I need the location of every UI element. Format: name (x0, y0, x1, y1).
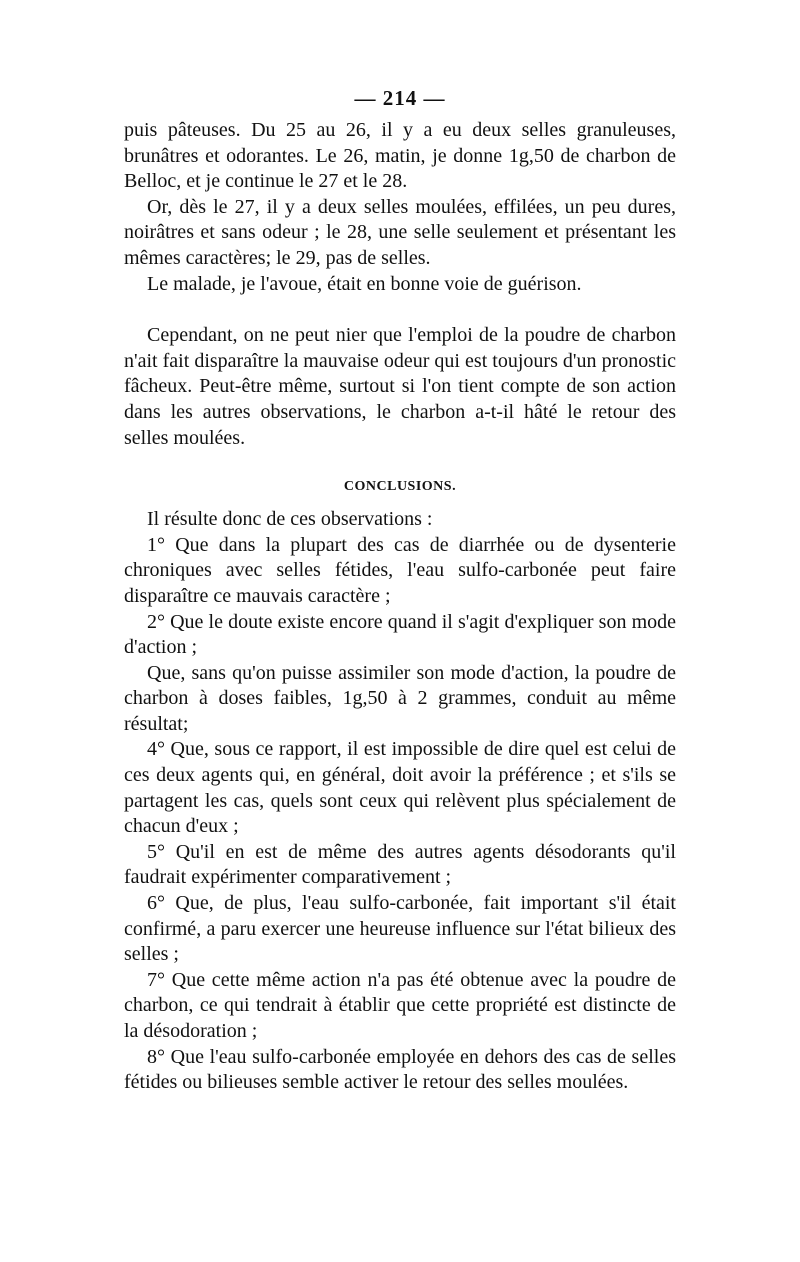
paragraph-recovery: Le malade, je l'avoue, était en bonne voie de guérison. (147, 272, 582, 295)
page-number: — 214 — (354, 86, 446, 110)
conclusions-list (124, 507, 676, 1096)
conclusion-item: 4° Que, sous ce rapport, il est impossible de dire quel est celui de ces deux agents qui, en général, doit avoir la préférence ; et s'ils se partagent les cas, quels sont ceux qui relèvent plus spécialement de chacun d'eux ; (124, 738, 676, 838)
conclusion-item: Que, sans qu'on puisse assimiler son mode d'action, la poudre de charbon à doses faibles, 1g,50 à 2 grammes, conduit au même résultat; (124, 661, 676, 735)
conclusion-item: 1° Que dans la plupart des cas de diarrhée ou de dysenterie chroniques avec selles fétides, l'eau sulfo-carbonée peut faire disparaître ce mauvais caractère ; (124, 533, 676, 607)
spacer (124, 297, 676, 323)
paragraph-cependant: Cependant, on ne peut nier que l'emploi de la poudre de charbon n'ait fait disparaître la mauvaise odeur qui est toujours d'un pronostic fâcheux. Peut-être même, surtout si l'on tient compte de son action dans les autres observations, le charbon a-t-il hâté le retour des selles moulées. (124, 324, 676, 449)
paragraph-continuation: puis pâteuses. Du 25 au 26, il y a eu deux selles granuleuses, brunâtres et odorantes. Le 26, matin, je donne 1g,50 de charbon de Belloc, et je continue le 27 et le 28. (124, 119, 676, 193)
conclusion-intro: Il résulte donc de ces observations : (147, 508, 433, 531)
conclusion-item: 7° Que cette même action n'a pas été obtenue avec la poudre de charbon, ce qui tendrait à établir que cette propriété est distincte de la désodoration ; (124, 968, 676, 1042)
spacer (124, 451, 676, 473)
section-heading: CONCLUSIONS. (343, 479, 457, 495)
book-page (124, 86, 676, 1096)
paragraph-observation: Or, dès le 27, il y a deux selles moulées, effilées, un peu dures, noirâtres et sans odeur ; le 28, une selle seulement et présentant les mêmes caractères; le 29, pas de selles. (124, 195, 676, 269)
conclusion-item: 2° Que le doute existe encore quand il s'agit d'expliquer son mode d'action ; (124, 610, 676, 659)
conclusion-item: 6° Que, de plus, l'eau sulfo-carbonée, fait important s'il était confirmé, a paru exercer une heureuse influence sur l'état bilieux des selles ; (124, 892, 676, 966)
conclusion-item: 5° Qu'il en est de même des autres agents désodorants qu'il faudrait expérimenter comparativement ; (124, 840, 676, 889)
conclusion-item: 8° Que l'eau sulfo-carbonée employée en dehors des cas de selles fétides ou bilieuses semble activer le retour des selles moulées. (124, 1045, 676, 1094)
